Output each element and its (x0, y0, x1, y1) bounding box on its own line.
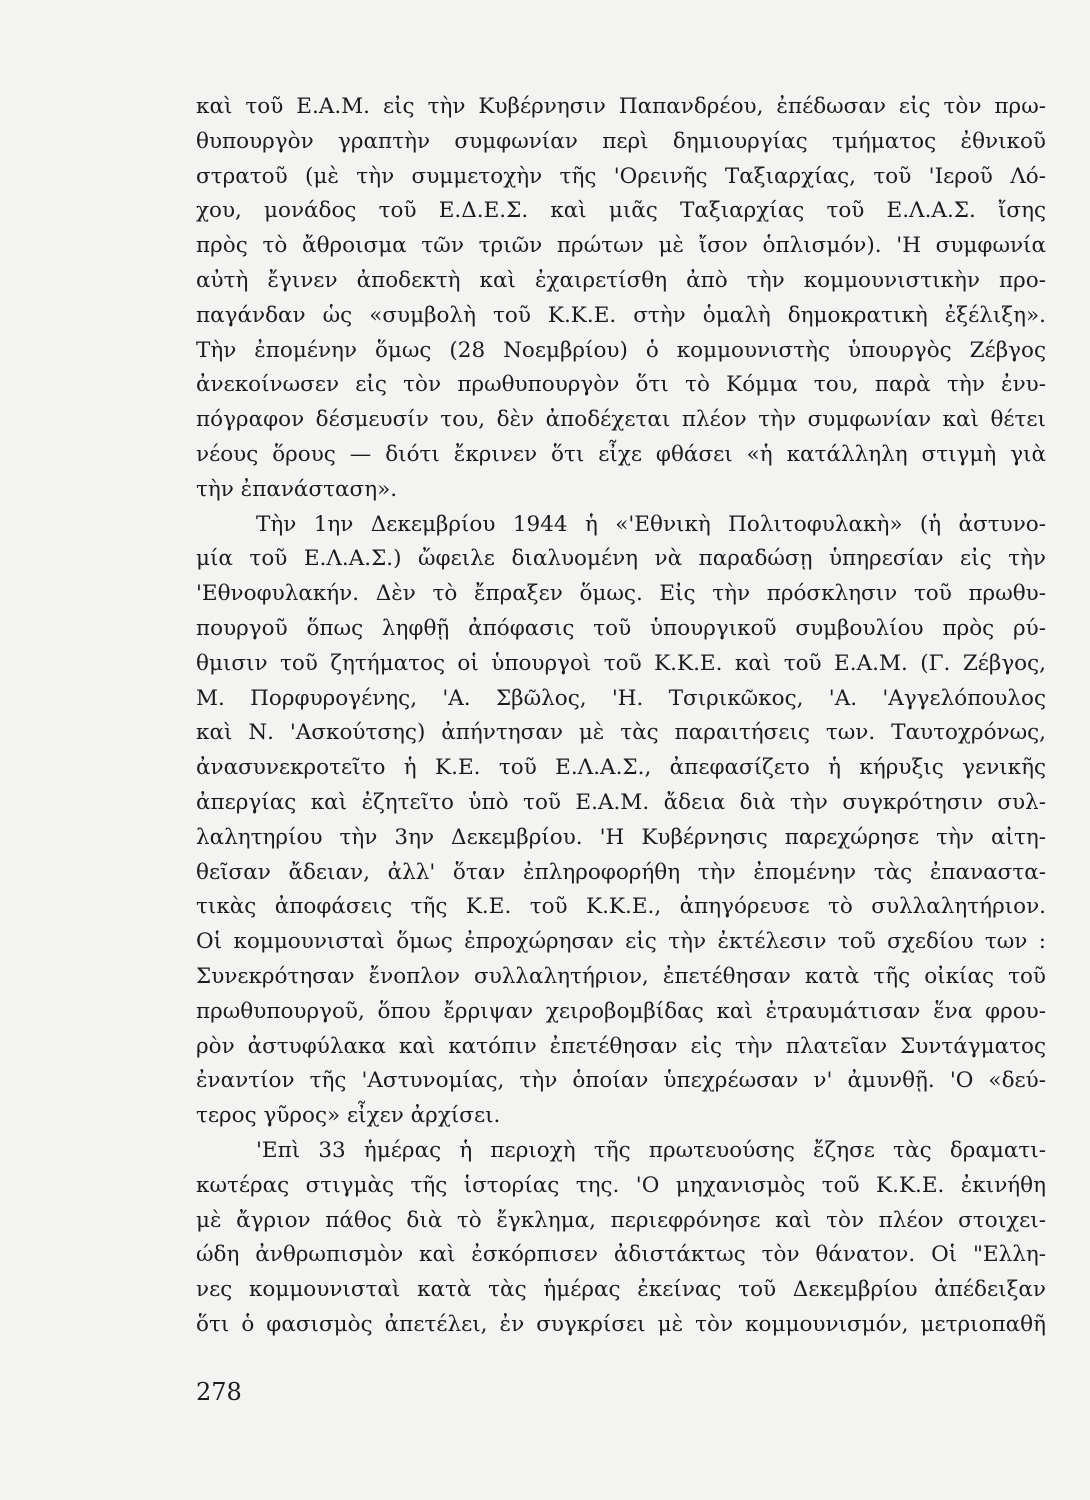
text-line: ρὸν ἀστυφύλακα καὶ κατόπιν ἐπετέθησαν εἰς τὴν πλατεῖαν Συντάγματος (196, 1033, 1046, 1059)
text-line: νέους ὅρους — διότι ἔκρινεν ὅτι εἶχε φθάσει «ἡ κατάλληλη στιγμὴ γιὰ (196, 441, 1046, 467)
text-line: Συνεκρότησαν ἔνοπλον συλλαλητήριον, ἐπετέθησαν κατὰ τῆς οἰκίας τοῦ (196, 963, 1046, 989)
text-line: πρὸς τὸ ἄθροισμα τῶν τριῶν πρώτων μὲ ἴσον ὁπλισμόν). 'Η συμφωνία (196, 233, 1046, 259)
body-text (196, 90, 1046, 1343)
text-line: Οἱ κομμουνισταὶ ὅμως ἐπροχώρησαν εἰς τὴν ἐκτέλεσιν τοῦ σχεδίου των : (196, 929, 1046, 955)
text-line: ἀνεκοίνωσεν εἰς τὸν πρωθυπουργὸν ὅτι τὸ Κόμμα του, παρὰ τὴν ἐνυ- (196, 372, 1046, 398)
text-line: ώδη ἀνθρωπισμὸν καὶ ἐσκόρπισεν ἀδιστάκτως τὸν θάνατον. Οἱ "Ελλη- (196, 1242, 1046, 1268)
text-line: νες κομμουνισταὶ κατὰ τὰς ἡμέρας ἐκείνας τοῦ Δεκεμβρίου ἀπέδειξαν (196, 1277, 1046, 1303)
text-line: ἀνασυνεκροτεῖτο ἡ Κ.Ε. τοῦ Ε.Λ.Α.Σ., ἀπεφασίζετο ἡ κήρυξις γενικῆς (196, 755, 1046, 781)
text-line: χου, μονάδος τοῦ Ε.Δ.Ε.Σ. καὶ μιᾶς Ταξιαρχίας τοῦ Ε.Λ.Α.Σ. ἴσης (196, 198, 1046, 224)
text-line: πόγραφον δέσμευσίν του, δὲν ἀποδέχεται πλέον τὴν συμφωνίαν καὶ θέτει (196, 407, 1046, 433)
text-line: θεῖσαν ἄδειαν, ἀλλ' ὅταν ἐπληροφορήθη τὴν ἐπομένην τὰς ἐπαναστα- (196, 859, 1046, 885)
text-line: στρατοῦ (μὲ τὴν συμμετοχὴν τῆς 'Ορεινῆς Ταξιαρχίας, τοῦ 'Ιεροῦ Λό- (196, 163, 1046, 189)
text-line: τικὰς ἀποφάσεις τῆς Κ.Ε. τοῦ Κ.Κ.Ε., ἀπηγόρευσε τὸ συλλαλητήριον. (196, 894, 1046, 920)
text-line: πουργοῦ ὅπως ληφθῇ ἀπόφασις τοῦ ὑπουργικοῦ συμβουλίου πρὸς ρύ- (196, 615, 1046, 641)
text-line: καὶ Ν. 'Ασκούτσης) ἀπήντησαν μὲ τὰς παραιτήσεις των. Ταυτοχρόνως, (196, 720, 1046, 746)
text-line: μία τοῦ Ε.Λ.Α.Σ.) ὤφειλε διαλυομένη νὰ παραδώσῃ ὑπηρεσίαν εἰς τὴν (196, 546, 1046, 572)
page-number: 278 (196, 1378, 242, 1406)
text-line: λαλητηρίου τὴν 3ην Δεκεμβρίου. 'Η Κυβέρνησις παρεχώρησε τὴν αἰτη- (196, 824, 1046, 850)
text-line: αὐτὴ ἔγινεν ἀποδεκτὴ καὶ ἐχαιρετίσθη ἀπὸ τὴν κομμουνιστικὴν προ- (196, 267, 1046, 293)
text-line: 'Εθνοφυλακήν. Δὲν τὸ ἔπραξεν ὅμως. Εἰς τὴν πρόσκλησιν τοῦ πρωθυ- (196, 581, 1046, 607)
text-line: ὅτι ὁ φασισμὸς ἀπετέλει, ἐν συγκρίσει μὲ τὸν κομμουνισμόν, μετριοπαθῆ (196, 1311, 1046, 1337)
text-line: Τὴν 1ην Δεκεμβρίου 1944 ἡ «'Εθνικὴ Πολιτοφυλακὴ» (ἡ ἀστυνο- (256, 511, 1046, 537)
text-line: Μ. Πορφυρογένης, 'Α. Σβῶλος, 'Η. Τσιρικῶκος, 'Α. 'Αγγελόπουλος (196, 685, 1046, 711)
text-line: ἀπεργίας καὶ ἐζητεῖτο ὑπὸ τοῦ Ε.Α.Μ. ἄδεια διὰ τὴν συγκρότησιν συλ- (196, 789, 1046, 815)
text-line: τὴν ἐπανάσταση». (196, 476, 398, 502)
text-line: Τὴν ἐπομένην ὅμως (28 Νοεμβρίου) ὁ κομμουνιστὴς ὑπουργὸς Ζέβγος (196, 337, 1046, 363)
text-line: τερος γῦρος» εἶχεν ἀρχίσει. (196, 1103, 501, 1129)
text-line: 'Επὶ 33 ἡμέρας ἡ περιοχὴ τῆς πρωτευούσης ἔζησε τὰς δραματι- (256, 1137, 1046, 1163)
text-line: θμισιν τοῦ ζητήματος οἱ ὑπουργοὶ τοῦ Κ.Κ.Ε. καὶ τοῦ Ε.Α.Μ. (Γ. Ζέβγος, (196, 650, 1046, 676)
text-line: πρωθυπουργοῦ, ὅπου ἔρριψαν χειροβομβίδας καὶ ἐτραυμάτισαν ἕνα φρου- (196, 998, 1046, 1024)
text-line: καὶ τοῦ Ε.Α.Μ. εἰς τὴν Κυβέρνησιν Παπανδρέου, ἐπέδωσαν εἰς τὸν πρω- (196, 94, 1046, 119)
text-line: κωτέρας στιγμὰς τῆς ἱστορίας της. 'Ο μηχανισμὸς τοῦ Κ.Κ.Ε. ἐκινήθη (196, 1172, 1046, 1198)
text-line: ἐναντίον τῆς 'Αστυνομίας, τὴν ὁποίαν ὑπεχρέωσαν ν' ἀμυνθῇ. 'Ο «δεύ- (196, 1068, 1046, 1094)
text-line: μὲ ἄγριον πάθος διὰ τὸ ἔγκλημα, περιεφρόνησε καὶ τὸν πλέον στοιχει- (196, 1207, 1046, 1233)
text-line: παγάνδαν ὡς «συμβολὴ τοῦ Κ.Κ.Ε. στὴν ὁμαλὴ δημοκρατικὴ ἐξέλιξη». (196, 302, 1046, 328)
text-line: θυπουργὸν γραπτὴν συμφωνίαν περὶ δημιουργίας τμήματος ἐθνικοῦ (196, 128, 1046, 154)
